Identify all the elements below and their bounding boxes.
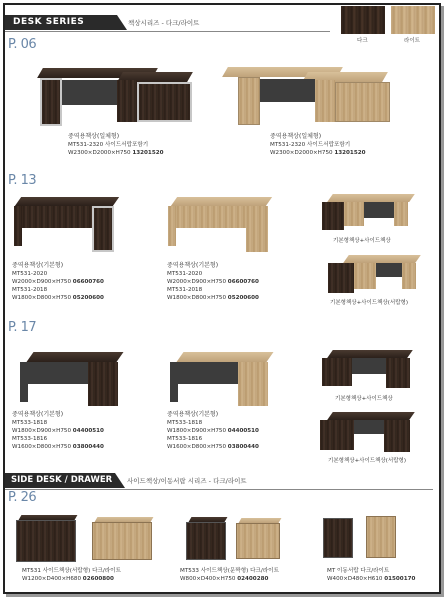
product-size: W1800×D800×H750 bbox=[12, 295, 72, 301]
light-swatch-label: 라이트 bbox=[404, 38, 420, 44]
product-model: MT533 사이드책상(문짝형) 다크/라이트 bbox=[180, 568, 279, 574]
product-code: 13201520 bbox=[334, 150, 366, 156]
product-size: W800×D400×H750 bbox=[180, 576, 236, 582]
product-code: 03800440 bbox=[227, 444, 259, 450]
light-swatch bbox=[391, 6, 435, 34]
product-size: W1600×D800×H750 bbox=[12, 444, 72, 450]
product-model: MT531-2018 bbox=[167, 287, 203, 293]
product-code: 05200600 bbox=[72, 295, 104, 301]
product-size: W2300×D2000×H750 bbox=[68, 150, 131, 156]
product-size: W1600×D800×H750 bbox=[167, 444, 227, 450]
product-model: MT531-2020 bbox=[12, 271, 48, 277]
product-model: MT533-1818 bbox=[167, 420, 203, 426]
side-divider bbox=[5, 489, 433, 490]
product-size: W1800×D900×H750 bbox=[167, 428, 227, 434]
page-number: P. 13 bbox=[8, 173, 37, 188]
product-model: MT531 사이드책상(서랍형) 다크/라이트 bbox=[22, 568, 121, 574]
product-info-p17-dark bbox=[12, 411, 104, 451]
product-code: 05200600 bbox=[227, 295, 259, 301]
product-model: MT531-2018 bbox=[12, 287, 48, 293]
product-code: 04400510 bbox=[227, 428, 259, 434]
product-info-p13-light bbox=[167, 262, 259, 302]
product-size: W2000×D900×H750 bbox=[167, 279, 227, 285]
desk-series-title: DESK SERIES bbox=[5, 15, 117, 30]
page-number: P. 26 bbox=[8, 490, 37, 505]
side-series-title: SIDE DESK / DRAWER bbox=[5, 473, 115, 488]
product-model: MT 이동서랍 다크/라이트 bbox=[327, 568, 390, 574]
product-code: 03800440 bbox=[72, 444, 104, 450]
product-name: 중역용책상(기본형) bbox=[167, 262, 219, 269]
side-series-subtitle: 사이드책상/이동서랍 시리즈 - 다크/라이트 bbox=[127, 477, 247, 485]
product-size: W400×D480×H610 bbox=[327, 576, 383, 582]
product-info-p26-c bbox=[327, 567, 415, 583]
product-code: 13201520 bbox=[132, 150, 164, 156]
product-info-p26-a bbox=[22, 567, 121, 583]
header-divider bbox=[5, 31, 330, 32]
product-code: 04400510 bbox=[72, 428, 104, 434]
combo-caption: 기본형책상+사이드책상 bbox=[333, 238, 391, 244]
page-number: P. 17 bbox=[8, 320, 37, 335]
product-code: 02400280 bbox=[237, 576, 269, 582]
product-size: W1800×D900×H750 bbox=[12, 428, 72, 434]
product-name: 중역용책상(기본형) bbox=[12, 262, 64, 269]
product-model: MT531-2320 사이드서랍포함기 bbox=[270, 142, 351, 148]
product-code: 06600760 bbox=[72, 279, 104, 285]
dark-swatch bbox=[341, 6, 385, 34]
desk-series-subtitle: 책상시리즈 - 다크/라이트 bbox=[128, 19, 200, 27]
product-size: W1800×D800×H750 bbox=[167, 295, 227, 301]
product-info-p26-b bbox=[180, 567, 279, 583]
product-name: 중역용책상(일체형) bbox=[270, 133, 322, 140]
combo-caption: 기본형책상+사이드책상(서랍형) bbox=[330, 300, 408, 306]
dark-swatch-label: 다크 bbox=[357, 38, 368, 44]
page-number: P. 06 bbox=[8, 37, 37, 52]
product-code: 02600800 bbox=[82, 576, 114, 582]
product-code: 06600760 bbox=[227, 279, 259, 285]
product-info-p13-dark bbox=[12, 262, 104, 302]
product-info-p06-light bbox=[270, 133, 366, 157]
product-name: 중역용책상(일체형) bbox=[68, 133, 120, 140]
product-size: W1200×D400×H680 bbox=[22, 576, 82, 582]
product-model: MT533-1818 bbox=[12, 420, 48, 426]
product-info-p17-light bbox=[167, 411, 259, 451]
product-size: W2000×D900×H750 bbox=[12, 279, 72, 285]
product-name: 중역용책상(기본형) bbox=[167, 411, 219, 418]
product-model: MT533-1816 bbox=[12, 436, 48, 442]
combo-caption: 기본형책상+사이드책상(서랍형) bbox=[328, 458, 406, 464]
product-name: 중역용책상(기본형) bbox=[12, 411, 64, 418]
product-model: MT531-2320 사이드서랍포함기 bbox=[68, 142, 149, 148]
product-info-p06-dark bbox=[68, 133, 164, 157]
product-model: MT533-1816 bbox=[167, 436, 203, 442]
product-code: 01500170 bbox=[384, 576, 416, 582]
combo-caption: 기본형책상+사이드책상 bbox=[335, 396, 393, 402]
product-model: MT531-2020 bbox=[167, 271, 203, 277]
product-size: W2300×D2000×H750 bbox=[270, 150, 333, 156]
